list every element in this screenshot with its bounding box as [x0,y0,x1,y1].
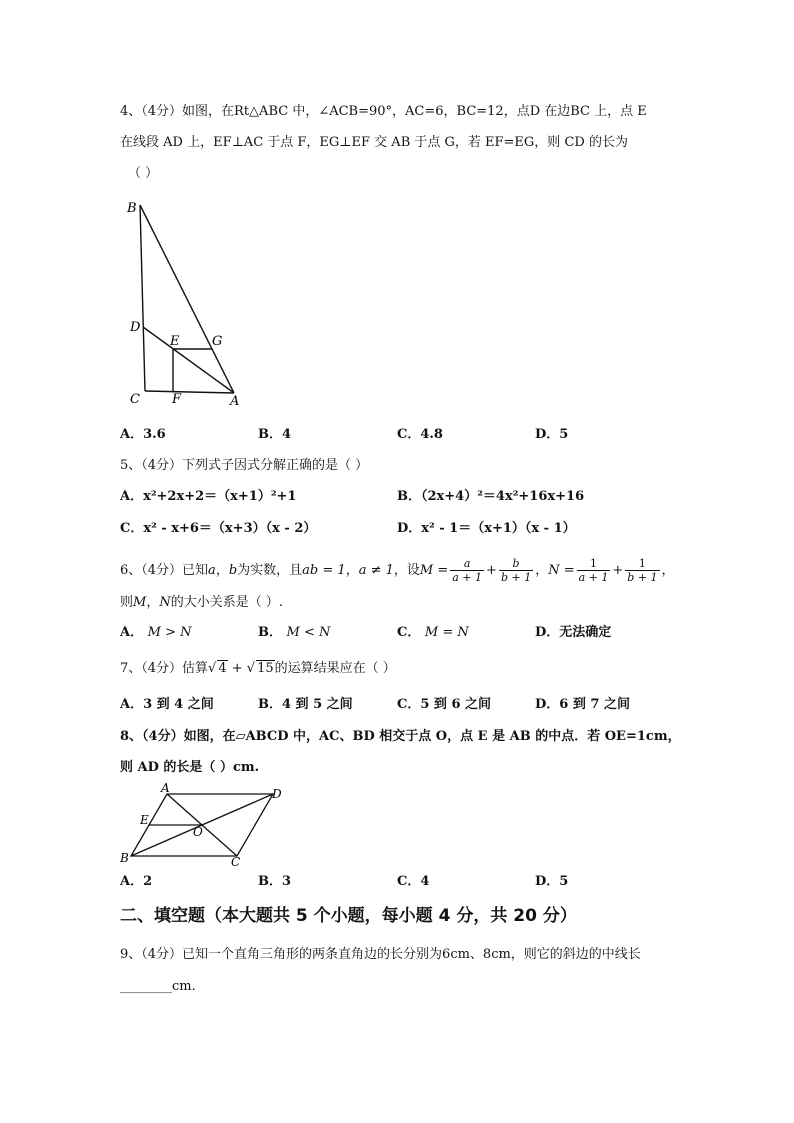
q4-option-b[interactable]: B．4 [258,427,292,442]
q6-m-equals: M = [419,563,449,578]
q7-option-c[interactable]: C．5 到 6 之间 [397,697,492,712]
q4-stem-line2: 在线段 AD 上，EF⊥AC 于点 F，EG⊥EF 交 AB 于点 G，若 EF=EG，则 CD 的长为 [120,135,628,150]
q4-label-C: C [130,392,140,407]
q7-option-a[interactable]: A．3 到 4 之间 [120,697,214,712]
q8-label-B: B [120,851,129,865]
q4-option-a[interactable]: A．3.6 [120,427,166,442]
q6-var-b: b [228,563,238,578]
q7-radical-15: 15 [257,661,274,676]
q4-option-c[interactable]: C．4.8 [397,427,443,442]
q8-option-a[interactable]: A．2 [120,874,153,889]
q4-label-D: D [130,320,141,335]
q8-parallelogram-figure [115,780,290,870]
q6-option-b[interactable]: B． M < N [258,625,331,640]
q6-option-a[interactable]: A． M > N [120,625,192,640]
q8-option-b[interactable]: B．3 [258,874,292,889]
section-2-heading: 二、填空题（本大题共 5 个小题，每小题 4 分，共 20 分） [120,906,577,926]
q4-option-d[interactable]: D．5 [535,427,569,442]
q6-option-c[interactable]: C． M = N [397,625,469,640]
q4-label-A: A [230,394,240,409]
q5-option-c[interactable]: C．x² - x+6＝（x+3）（x - 2） [120,521,317,536]
q9-answer-blank[interactable]: ________ [120,979,172,994]
q5-option-a[interactable]: A．x²+2x+2＝（x+1）²+1 [120,489,297,504]
q6-stem-line2: 则M，N的大小关系是（ ）. [120,595,283,610]
q6-stem-line1: 6、（4分）已知a，b为实数，且ab = 1，a ≠ 1，设M = $\frac{a}{a + 1}$ + $\frac{b}{b + 1}$ ，N = $\frac{1}{a + 1}$ + $\frac{1}{b + 1}$ ， [120,557,675,584]
q8-option-c[interactable]: C．4 [397,874,430,889]
q7-option-d[interactable]: D．6 到 7 之间 [535,697,630,712]
q8-stem-line1: 8、（4分）如图，在▱ABCD 中，AC、BD 相交于点 O，点 E 是 AB 的中点．若 OE=1cm， [120,729,681,744]
q4-label-E: E [170,334,180,349]
q6-stem-part-a: 6、（4分）已知 [120,563,209,578]
q9-stem-line1: 9、（4分）已知一个直角三角形的两条直角边的长分别为6cm、8cm，则它的斜边的中线长 [120,947,641,962]
q7-stem: 7、（4分）估算√ 4 + √ 15的运算结果应在（ ） [120,661,396,676]
q6-n-equals: N = [548,563,575,578]
q4-triangle-figure [120,195,250,410]
q6-fraction-2: $\frac{b}{b + 1}$ [500,557,532,584]
q8-label-O: O [193,825,203,839]
q8-stem-line2: 则 AD 的长是（ ）cm. [120,760,260,775]
q6-fraction-3: $\frac{1}{a + 1}$ [578,557,609,584]
q5-option-d[interactable]: D．x² - 1＝（x+1）（x - 1） [397,521,576,536]
q7-option-b[interactable]: B．4 到 5 之间 [258,697,353,712]
q4-label-F: F [172,392,182,407]
q8-label-D: D [272,787,282,801]
q4-label-B: B [127,201,137,216]
q6-option-d[interactable]: D．无法确定 [535,625,612,640]
q7-radical-4: 4 [218,661,227,676]
q5-option-b[interactable]: B．（2x+4）²＝4x²+16x+16 [397,489,585,504]
q9-stem-line2: ________cm. [120,979,196,994]
q6-fraction-1: $\frac{a}{a + 1}$ [452,557,483,584]
q5-stem: 5、（4分）下列式子因式分解正确的是（ ） [120,458,369,473]
q6-condition-a: a ≠ 1 [358,563,394,578]
q6-fraction-4: $\frac{1}{b + 1}$ [627,557,658,584]
q4-stem-line1: 4、（4分）如图，在Rt△ABC 中，∠ACB=90°，AC=6，BC=12，点D 在边BC 上，点 E [120,104,647,119]
q8-option-d[interactable]: D．5 [535,874,569,889]
q6-var-a: a [208,563,216,578]
q8-label-C: C [231,855,241,869]
q6-condition-ab: ab = 1 [302,563,346,578]
q8-label-E: E [140,813,149,827]
q4-label-G: G [212,334,223,349]
q8-label-A: A [161,781,170,795]
q4-answer-paren: （ ） [128,166,159,181]
